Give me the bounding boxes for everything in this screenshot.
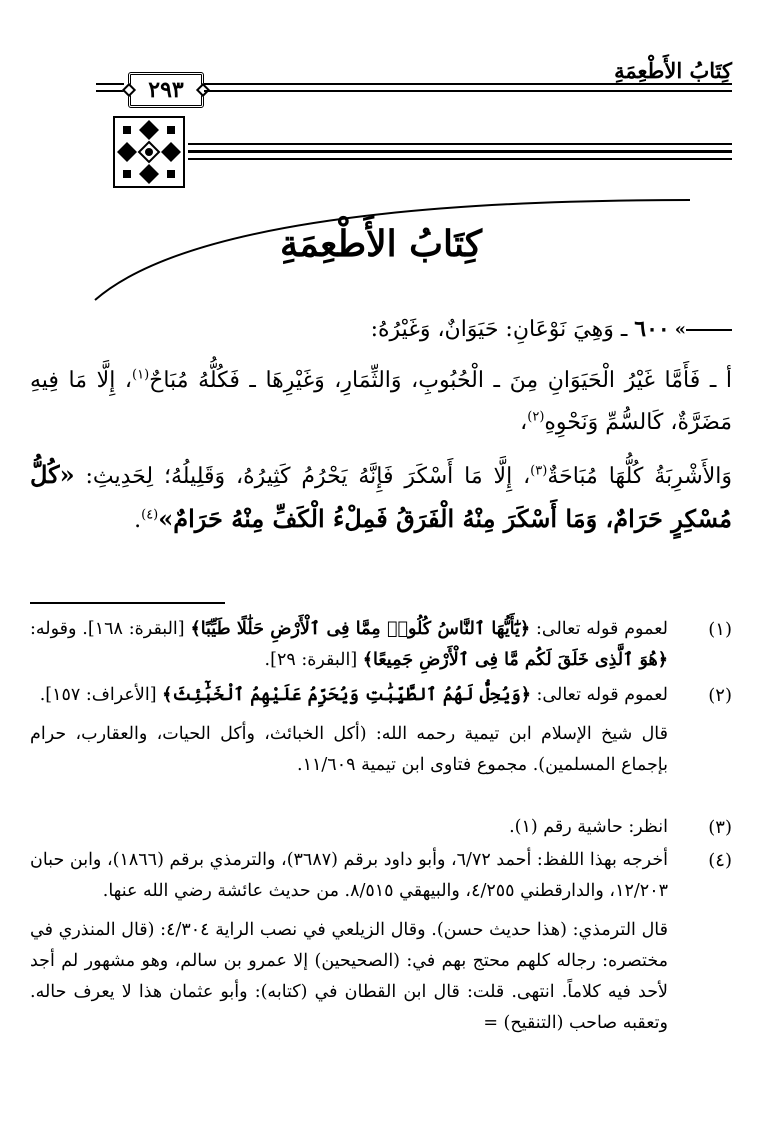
footnote-2: [30, 680, 732, 781]
footnote-text: [الأعراف: ١٥٧].: [39, 685, 163, 705]
footnote-number: (١): [708, 619, 732, 640]
item-number: ٦٠٠: [634, 316, 670, 342]
quran-verse: ﴿وَيُحِلُّ لَهُمُ ٱلطَّيِّبَٰتِ وَيُحَرِّمُ عَلَيْهِمُ ٱلْخَبَٰٓئِثَ﴾: [162, 685, 531, 705]
main-paragraph-b: [30, 454, 732, 542]
footnote-separator: [30, 602, 225, 604]
ornament-rule-3: [188, 158, 732, 160]
footnote-text: لعموم قوله تعالى:: [530, 685, 668, 705]
page-number: ٢٩٣: [128, 72, 204, 108]
footnote-number: (٣): [708, 817, 732, 838]
footnote-text-extra: قال الترمذي: (هذا حديث حسن). وقال الزيلعي في نصب الراية ٤/٣٠٤: (قال المنذري في مختصره: رجاله كلهم محتج بهم في: (الصحيحين) إلا عمرو بن سالم، وهو مشهور لم أجد لأحد فيه كلاماً. انتهى. قلت: قال ابن القطان في (كتابه): وأبو عثمان هذا لا يعرف حاله. وتعقبه صاحب (التنقيح) =: [30, 920, 668, 1033]
section-marker-icon: «: [677, 309, 732, 351]
para-a-text: أ ـ فَأَمَّا غَيْرُ الْحَيَوَانِ مِنَ ـ الْحُبُوبِ، وَالثِّمَارِ، وَغَيْرِهَا ـ فَكُلُّهُ مُبَاحٌ: [149, 368, 732, 393]
footnote-ref-4: (٤): [141, 507, 159, 523]
para-b-text: وَالأَشْرِبَةُ كُلُّهَا مُبَاحَةٌ: [547, 464, 732, 489]
footnote-ref-2: (٢): [527, 409, 545, 425]
footnote-ref-3: (٣): [530, 463, 548, 479]
ornament-rule-2: [188, 150, 732, 153]
quran-verse: ﴿هُوَ ٱلَّذِى خَلَقَ لَكُم مَّا فِى ٱلْأَرْضِ جَمِيعًا﴾: [362, 650, 668, 670]
footnote-1: [30, 614, 732, 676]
header-rule-right-1: [204, 83, 732, 85]
para-a-text-3: ،: [520, 410, 528, 435]
running-title: كِتَابُ الأَطْعِمَةِ: [614, 58, 732, 83]
footnote-text: [البقرة: ١٦٨]. وقوله:: [30, 619, 191, 639]
footnote-4: [30, 845, 732, 1039]
hadith-text: «كُلُّ مُسْكِرٍ حَرَامٌ، وَمَا أَسْكَرَ مِنْهُ الْفَرَقُ فَمِلْءُ الْكَفِّ مِنْهُ حَرَامٌ»: [30, 460, 732, 533]
footnote-text: [البقرة: ٢٩].: [264, 650, 363, 670]
header-rule-right-2: [204, 90, 732, 92]
ornament-rule-1: [188, 143, 732, 145]
main-paragraph-a: [30, 360, 732, 444]
header-rule-left-2: [96, 90, 124, 92]
footnote-text: انظر: حاشية رقم (١).: [509, 817, 668, 837]
header-rule-left-1: [96, 83, 124, 85]
para-b-text-2: ، إِلَّا مَا أَسْكَرَ فَإِنَّهُ يَحْرُمُ كَثِيرُهُ، وَقَلِيلُهُ؛ لِحَدِيثِ:: [74, 464, 531, 489]
footnote-3: [30, 812, 732, 843]
footnote-number: (٢): [708, 685, 732, 706]
footnote-number: (٤): [708, 850, 732, 871]
intro-line: ـ وَهِيَ نَوْعَانِ: حَيَوَانٌ، وَغَيْرُهُ:: [370, 317, 628, 342]
footnote-text-extra: قال شيخ الإسلام ابن تيمية رحمه الله: (أكل الخبائث، وأكل الحيات، والعقارب، حرام بإجماع المسلمين). مجموع فتاوى ابن تيمية ١١/٦٠٩.: [30, 724, 668, 775]
main-paragraph-intro: [30, 308, 732, 351]
footnote-ref-1: (١): [132, 367, 150, 383]
chapter-title: كِتَابُ الأَطْعِمَةِ: [279, 223, 483, 265]
footnote-text: أخرجه بهذا اللفظ: أحمد ٦/٧٢، وأبو داود برقم (٣٦٨٧)، والترمذي برقم (١٨٦٦)، وابن حبان ١٢/٢٠٣، والدارقطني ٤/٢٥٥، والبيهقي ٨/٥١٥. من حديث عائشة رضي الله عنها.: [30, 850, 668, 901]
para-b-text-3: .: [134, 508, 142, 533]
geometric-ornament-icon: [113, 116, 185, 188]
para-a-text-2: ، إِلَّا مَا فِيهِ مَضَرَّةٌ، كَالسُّمِّ وَنَحْوِهِ: [30, 368, 732, 435]
footnote-text: لعموم قوله تعالى:: [530, 619, 668, 639]
quran-verse: ﴿يَٰٓأَيُّهَا ٱلنَّاسُ كُلُوا۟ مِمَّا فِى ٱلْأَرْضِ حَلَٰلًا طَيِّبًا﴾: [190, 619, 531, 639]
